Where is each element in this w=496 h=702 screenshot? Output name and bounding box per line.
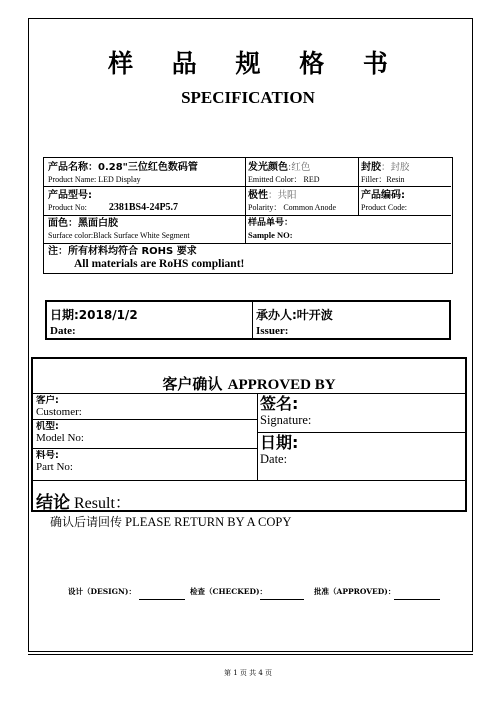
product-name-cn: 产品名称：0.28"三位红色数码管 — [48, 162, 198, 173]
result-cell — [36, 488, 456, 513]
checked-signature-line[interactable] — [260, 599, 304, 600]
date-divider — [252, 302, 253, 338]
return-note-en: PLEASE RETURN BY A COPY — [122, 515, 292, 529]
date-cn: 日期:2018/1/2 — [50, 308, 138, 322]
sample-no-en: Sample NO: — [248, 230, 293, 240]
approval-date-en: Date: — [260, 452, 288, 466]
approval-box — [31, 357, 467, 512]
customer-en: Customer: — [36, 406, 82, 418]
surface-cn: 面色：黑面白胶 — [48, 218, 118, 229]
spec-table — [43, 157, 453, 274]
product-no-cn: 产品型号: — [48, 190, 92, 201]
rohs-note-cell — [48, 245, 448, 270]
product-no-cell — [48, 189, 244, 213]
seal-label: 封胶 — [361, 162, 381, 173]
model-cn: 机型: — [36, 421, 59, 432]
approval-date-cell — [260, 434, 460, 467]
polarity-value: ：共阳 — [268, 190, 297, 201]
emit-color-cell — [248, 161, 358, 185]
issuer-cn: 承办人:叶开波 — [256, 308, 333, 322]
approval-divider — [33, 419, 257, 420]
part-en: Part No: — [36, 461, 73, 473]
emit-color-en: Emitted Color： RED — [248, 175, 320, 184]
approval-title — [33, 373, 465, 394]
approval-divider — [33, 448, 257, 449]
seal-cell — [361, 161, 451, 185]
date-table — [45, 300, 451, 340]
approval-date-cn: 日期: — [260, 434, 299, 452]
model-en: Model No: — [36, 432, 84, 444]
approval-title-cn: 客户确认 — [162, 375, 223, 393]
approval-divider — [257, 393, 258, 480]
part-cell — [36, 450, 256, 474]
product-no-en: Product No: — [48, 203, 87, 212]
polarity-cell — [248, 189, 358, 213]
spec-row-divider — [44, 215, 451, 216]
signature-cell — [260, 395, 460, 428]
surface-cell — [48, 217, 244, 241]
document-title: 样 品 规 格 书 — [108, 49, 403, 78]
customer-cn: 客户: — [36, 395, 59, 406]
product-name-cell — [48, 161, 244, 185]
emit-color-label: 发光颜色 — [248, 162, 288, 173]
approved-signature-line[interactable] — [394, 599, 440, 600]
polarity-en: Polarity： Common Anode — [248, 203, 336, 212]
signature-en: Signature: — [260, 413, 312, 427]
spec-divider — [245, 215, 246, 243]
sample-no-cell — [248, 217, 448, 241]
issuer-en: Issuer: — [256, 325, 289, 337]
page-number: 第 1 页 共 4 页 — [223, 669, 273, 677]
design-signature-line[interactable] — [139, 599, 185, 600]
issuer-cell — [256, 306, 446, 337]
return-note — [50, 513, 291, 530]
model-cell — [36, 421, 256, 445]
result-cn: 结论 — [36, 493, 70, 513]
filler-en: Filler：Resin — [361, 175, 405, 184]
product-code-en: Product Code: — [361, 203, 407, 212]
document-subtitle: SPECIFICATION — [181, 88, 315, 107]
seal-value: ：封胶 — [381, 162, 410, 173]
approval-divider — [257, 432, 465, 433]
product-code-cn: 产品编码: — [361, 190, 405, 201]
sample-no-cn: 样品单号： — [248, 218, 294, 228]
return-note-cn: 确认后请回传 — [50, 515, 123, 529]
emit-color-value: :红色 — [288, 162, 311, 173]
design-label: 设计（DESIGN)： — [68, 587, 136, 596]
spec-row-divider — [44, 243, 451, 244]
approved-label: 批准（APPROVED)： — [314, 587, 396, 596]
result-en: Result： — [70, 495, 131, 512]
spec-row-divider — [44, 186, 451, 187]
rohs-note-en: All materials are RoHS compliant! — [74, 258, 245, 270]
footer-divider — [28, 654, 473, 655]
surface-en: Surface color:Black Surface White Segment — [48, 231, 190, 240]
signature-cn: 签名: — [260, 395, 299, 413]
approval-divider — [33, 393, 465, 394]
approval-title-en: APPROVED BY — [227, 377, 336, 393]
rohs-note-cn: 注：所有材料均符合 ROHS 要求 — [48, 246, 197, 257]
customer-cell — [36, 395, 256, 419]
checked-label: 检查（CHECKED)： — [190, 587, 268, 596]
polarity-label: 极性 — [248, 190, 268, 201]
product-no-value: 2381BS4-24P5.7 — [108, 202, 179, 213]
date-cell — [50, 306, 250, 337]
approval-divider — [33, 480, 465, 481]
product-name-en: Product Name: LED Display — [48, 175, 141, 184]
product-code-cell — [361, 189, 451, 213]
date-en: Date: — [50, 325, 76, 337]
part-cn: 料号: — [36, 450, 59, 461]
